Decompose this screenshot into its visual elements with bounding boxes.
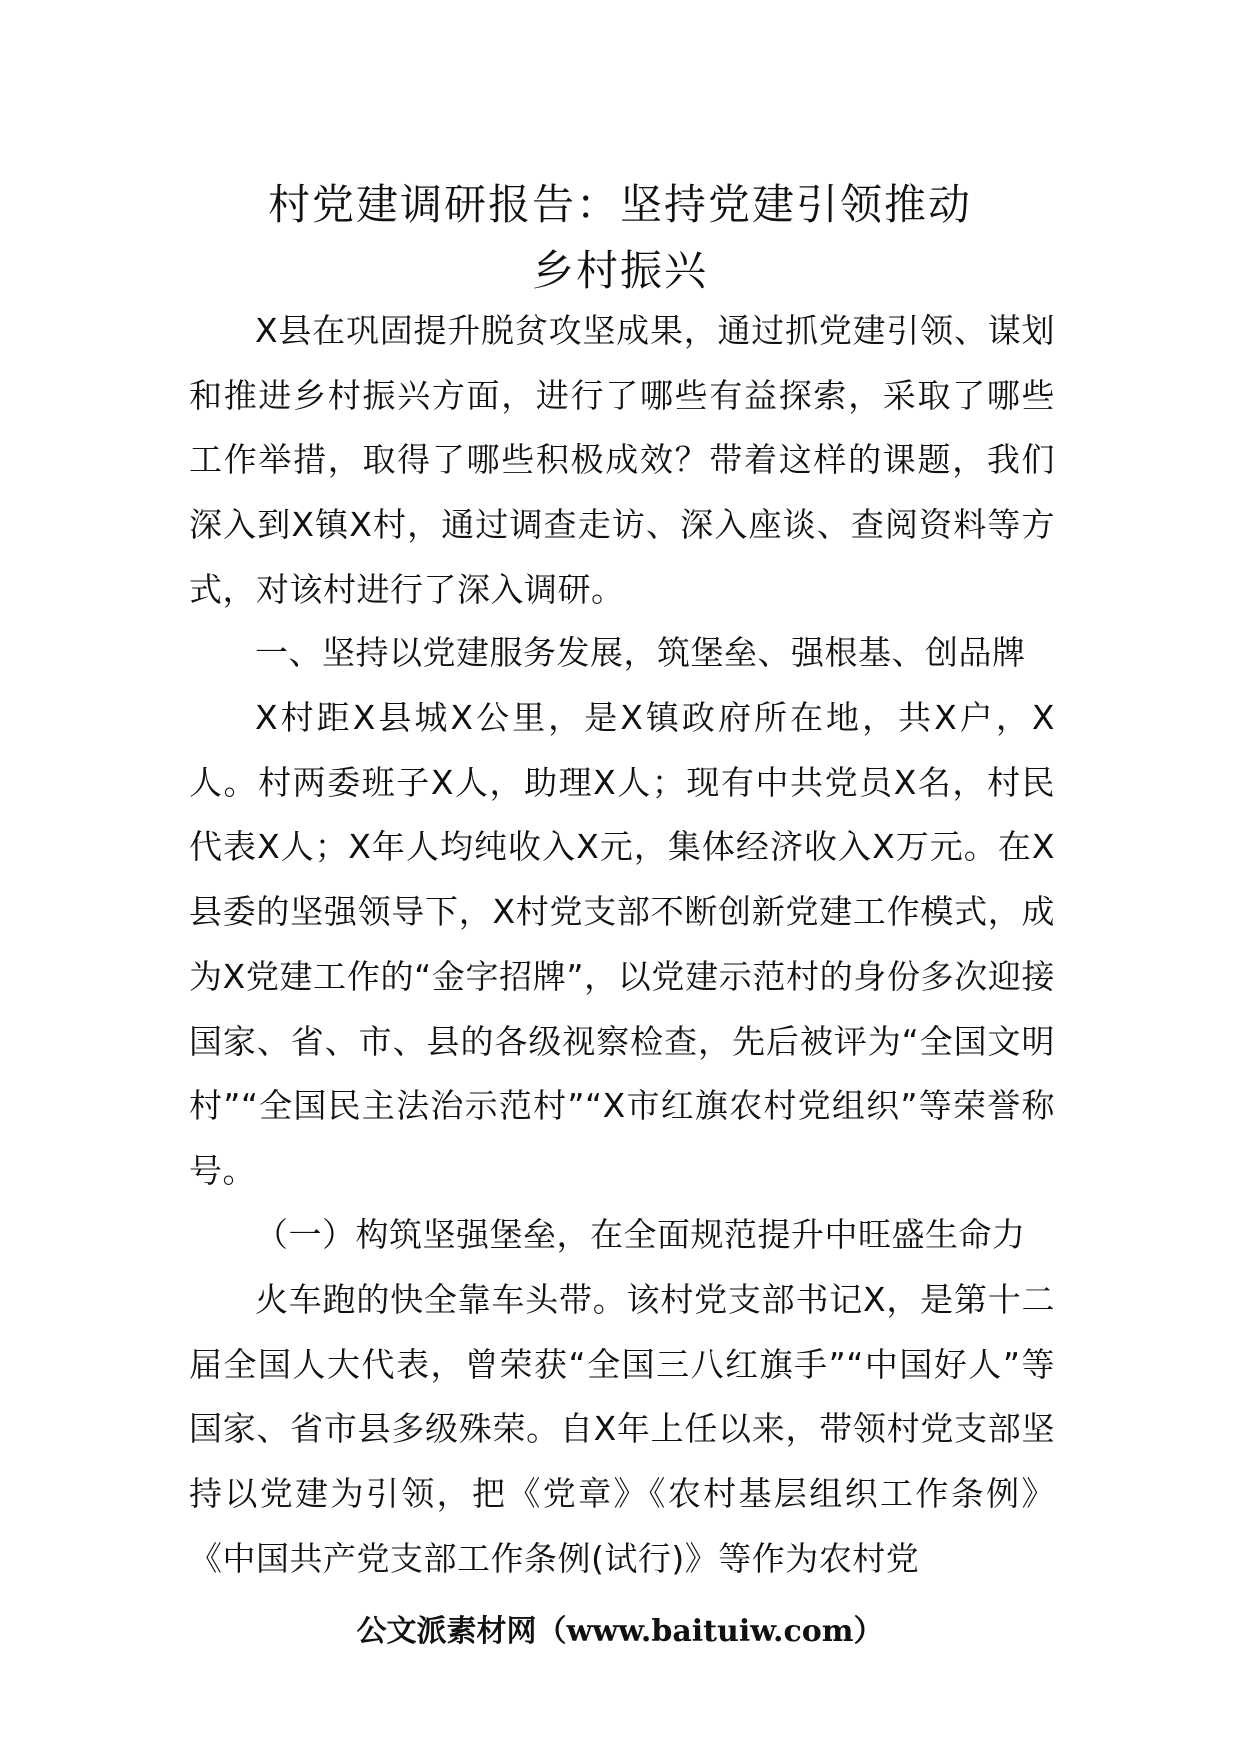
document-title-line-2: 乡村振兴	[531, 246, 708, 295]
intro-paragraph: X县在巩固提升脱贫攻坚成果，通过抓党建引领、谋划和推进乡村振兴方面，进行了哪些有益探索，采取了哪些工作举措，取得了哪些积极成效？带着这样的课题，我们深入到X镇X村，通过调查走访、深入座谈、查阅资料等方式，对该村进行了深入调研。	[189, 311, 1055, 609]
leader-paragraph: 火车跑的快全靠车头带。该村党支部书记X，是第十二届全国人大代表，曾荣获“全国三八红旗手”“中国好人”等国家、省市县多级殊荣。自X年上任以来，带领村党支部坚持以党建为引领，把《党章》《农村基层组织工作条例》《中国共产党支部工作条例(试行)》等作为农村党	[189, 1280, 1055, 1578]
document-title-line-1: 村党建调研报告：坚持党建引领推动	[267, 180, 972, 229]
village-overview-paragraph: X村距X县城X公里，是X镇政府所在地，共X户，X人。村两委班子X人，助理X人；现有中共党员X名，村民代表X人；X年人均纯收入X元，集体经济收入X万元。在X县委的坚强领导下，X村党支部不断创新党建工作模式，成为X党建工作的“金字招牌”，以党建示范村的身份多次迎接国家、省、市、县的各级视察检查，先后被评为“全国文明村”“全国民主法治示范村”“X市红旗农村党组织”等荣誉称号。	[189, 698, 1055, 1190]
subsection-heading-1-1: （一）构筑坚强堡垒，在全面规范提升中旺盛生命力	[255, 1215, 1026, 1254]
section-heading-1: 一、坚持以党建服务发展，筑堡垒、强根基、创品牌	[255, 633, 1026, 672]
footer-watermark: 公文派素材网（www.baituiw.com）	[356, 1614, 884, 1649]
